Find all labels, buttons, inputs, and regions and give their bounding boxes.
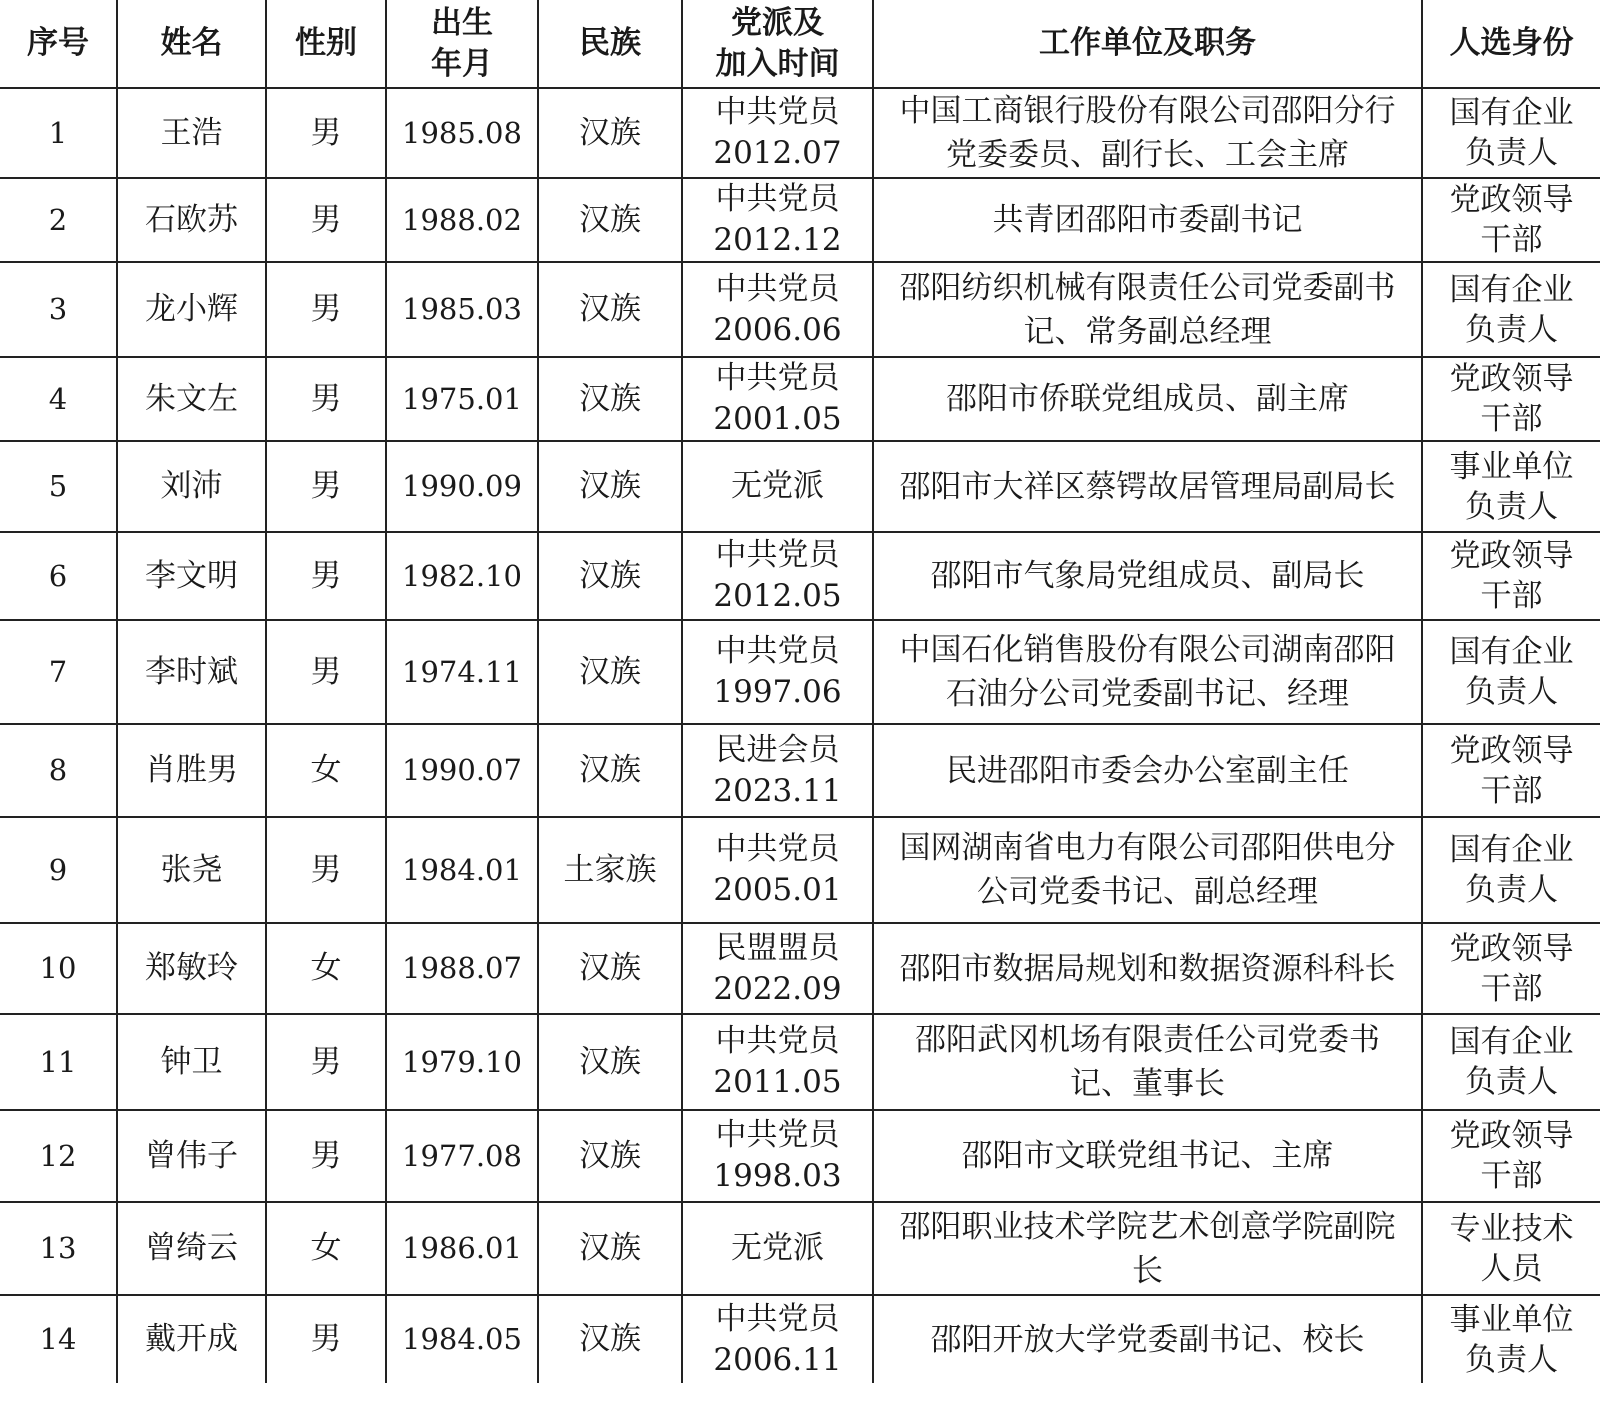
table-row [0,1202,1600,1295]
cell-gender: 男 [266,1295,386,1383]
cell-birth: 1974.11 [386,620,538,724]
cell-gender: 男 [266,817,386,923]
cell-party: 中共党员 2012.05 [682,532,873,620]
cell-name: 曾绮云 [117,1202,266,1295]
cell-ethnicity: 汉族 [538,357,682,441]
cell-seq: 6 [0,532,117,620]
cell-ethnicity: 汉族 [538,88,682,178]
table-row [0,1295,1600,1383]
cell-birth: 1975.01 [386,357,538,441]
cell-identity: 党政领导干部 [1422,357,1600,441]
cell-ethnicity: 汉族 [538,1202,682,1295]
cell-seq: 4 [0,357,117,441]
cell-gender: 女 [266,923,386,1014]
cell-name: 肖胜男 [117,724,266,817]
table-row [0,724,1600,817]
cell-birth: 1985.03 [386,262,538,357]
header-seq: 序号 [0,0,117,88]
cell-position: 中国石化销售股份有限公司湖南邵阳石油分公司党委副书记、经理 [873,620,1422,724]
cell-seq: 10 [0,923,117,1014]
cell-position: 邵阳市侨联党组成员、副主席 [873,357,1422,441]
cell-position: 邵阳市数据局规划和数据资源科科长 [873,923,1422,1014]
cell-name: 王浩 [117,88,266,178]
table-row [0,262,1600,357]
table-row [0,178,1600,262]
cell-party: 中共党员 2012.07 [682,88,873,178]
cell-ethnicity: 汉族 [538,441,682,532]
cell-name: 龙小辉 [117,262,266,357]
cell-seq: 2 [0,178,117,262]
cell-ethnicity: 汉族 [538,178,682,262]
cell-gender: 男 [266,357,386,441]
cell-party: 中共党员 1998.03 [682,1110,873,1202]
cell-ethnicity: 汉族 [538,1295,682,1383]
header-ethnicity: 民族 [538,0,682,88]
cell-identity: 事业单位负责人 [1422,441,1600,532]
cell-gender: 女 [266,724,386,817]
cell-ethnicity: 汉族 [538,620,682,724]
cell-name: 曾伟子 [117,1110,266,1202]
header-birth: 出生 年月 [386,0,538,88]
cell-birth: 1985.08 [386,88,538,178]
cell-position: 邵阳纺织机械有限责任公司党委副书记、常务副总经理 [873,262,1422,357]
cell-birth: 1990.09 [386,441,538,532]
cell-gender: 男 [266,1110,386,1202]
cell-identity: 党政领导干部 [1422,178,1600,262]
cell-seq: 8 [0,724,117,817]
header-identity: 人选身份 [1422,0,1600,88]
cell-identity: 党政领导干部 [1422,724,1600,817]
cell-name: 李文明 [117,532,266,620]
cell-party: 无党派 [682,441,873,532]
cell-ethnicity: 汉族 [538,923,682,1014]
cell-seq: 13 [0,1202,117,1295]
cell-party: 中共党员 2012.12 [682,178,873,262]
cell-gender: 男 [266,441,386,532]
cell-ethnicity: 土家族 [538,817,682,923]
table-row [0,620,1600,724]
cell-seq: 9 [0,817,117,923]
table-row [0,357,1600,441]
cell-party: 中共党员 2011.05 [682,1014,873,1110]
table-row [0,532,1600,620]
cell-birth: 1984.01 [386,817,538,923]
cell-position: 中国工商银行股份有限公司邵阳分行党委委员、副行长、工会主席 [873,88,1422,178]
cell-seq: 11 [0,1014,117,1110]
cell-identity: 国有企业负责人 [1422,620,1600,724]
table-row [0,88,1600,178]
cell-ethnicity: 汉族 [538,262,682,357]
cell-name: 钟卫 [117,1014,266,1110]
cell-birth: 1979.10 [386,1014,538,1110]
cell-position: 共青团邵阳市委副书记 [873,178,1422,262]
cell-party: 中共党员 2001.05 [682,357,873,441]
cell-party: 民盟盟员 2022.09 [682,923,873,1014]
cell-identity: 国有企业负责人 [1422,262,1600,357]
cell-party: 无党派 [682,1202,873,1295]
cell-name: 刘沛 [117,441,266,532]
cell-name: 戴开成 [117,1295,266,1383]
cell-seq: 14 [0,1295,117,1383]
cell-gender: 男 [266,1014,386,1110]
cell-identity: 党政领导干部 [1422,1110,1600,1202]
table-row [0,817,1600,923]
cell-party: 民进会员 2023.11 [682,724,873,817]
cell-ethnicity: 汉族 [538,1014,682,1110]
header-gender: 性别 [266,0,386,88]
cell-gender: 女 [266,1202,386,1295]
cell-gender: 男 [266,620,386,724]
cell-party: 中共党员 1997.06 [682,620,873,724]
cell-position: 国网湖南省电力有限公司邵阳供电分公司党委书记、副总经理 [873,817,1422,923]
cell-birth: 1977.08 [386,1110,538,1202]
cell-gender: 男 [266,178,386,262]
header-name: 姓名 [117,0,266,88]
cell-name: 郑敏玲 [117,923,266,1014]
cell-birth: 1988.02 [386,178,538,262]
cell-birth: 1986.01 [386,1202,538,1295]
cell-party: 中共党员 2005.01 [682,817,873,923]
cell-identity: 国有企业负责人 [1422,817,1600,923]
cell-ethnicity: 汉族 [538,532,682,620]
cell-position: 邵阳市大祥区蔡锷故居管理局副局长 [873,441,1422,532]
cell-position: 邵阳职业技术学院艺术创意学院副院长 [873,1202,1422,1295]
table-row [0,923,1600,1014]
cell-ethnicity: 汉族 [538,1110,682,1202]
cell-name: 张尧 [117,817,266,923]
cell-position: 邵阳市文联党组书记、主席 [873,1110,1422,1202]
table-row [0,1014,1600,1110]
header-party: 党派及 加入时间 [682,0,873,88]
table-header-row [0,0,1600,88]
table-body [0,88,1600,1383]
cell-seq: 1 [0,88,117,178]
cell-name: 朱文左 [117,357,266,441]
cell-position: 邵阳武冈机场有限责任公司党委书记、董事长 [873,1014,1422,1110]
cell-position: 邵阳开放大学党委副书记、校长 [873,1295,1422,1383]
cell-identity: 党政领导干部 [1422,532,1600,620]
cell-ethnicity: 汉族 [538,724,682,817]
cell-identity: 国有企业负责人 [1422,88,1600,178]
cell-gender: 男 [266,262,386,357]
cell-party: 中共党员 2006.06 [682,262,873,357]
cell-position: 民进邵阳市委会办公室副主任 [873,724,1422,817]
cell-party: 中共党员 2006.11 [682,1295,873,1383]
cell-birth: 1984.05 [386,1295,538,1383]
cell-identity: 专业技术人员 [1422,1202,1600,1295]
table-row [0,441,1600,532]
cell-position: 邵阳市气象局党组成员、副局长 [873,532,1422,620]
cell-gender: 男 [266,532,386,620]
cell-identity: 党政领导干部 [1422,923,1600,1014]
cell-birth: 1988.07 [386,923,538,1014]
cell-seq: 7 [0,620,117,724]
cell-seq: 5 [0,441,117,532]
cell-seq: 3 [0,262,117,357]
cell-birth: 1990.07 [386,724,538,817]
cell-identity: 事业单位负责人 [1422,1295,1600,1383]
cell-gender: 男 [266,88,386,178]
table-row [0,1110,1600,1202]
header-position: 工作单位及职务 [873,0,1422,88]
cell-identity: 国有企业负责人 [1422,1014,1600,1110]
cell-seq: 12 [0,1110,117,1202]
cell-name: 李时斌 [117,620,266,724]
cell-name: 石欧苏 [117,178,266,262]
cell-birth: 1982.10 [386,532,538,620]
